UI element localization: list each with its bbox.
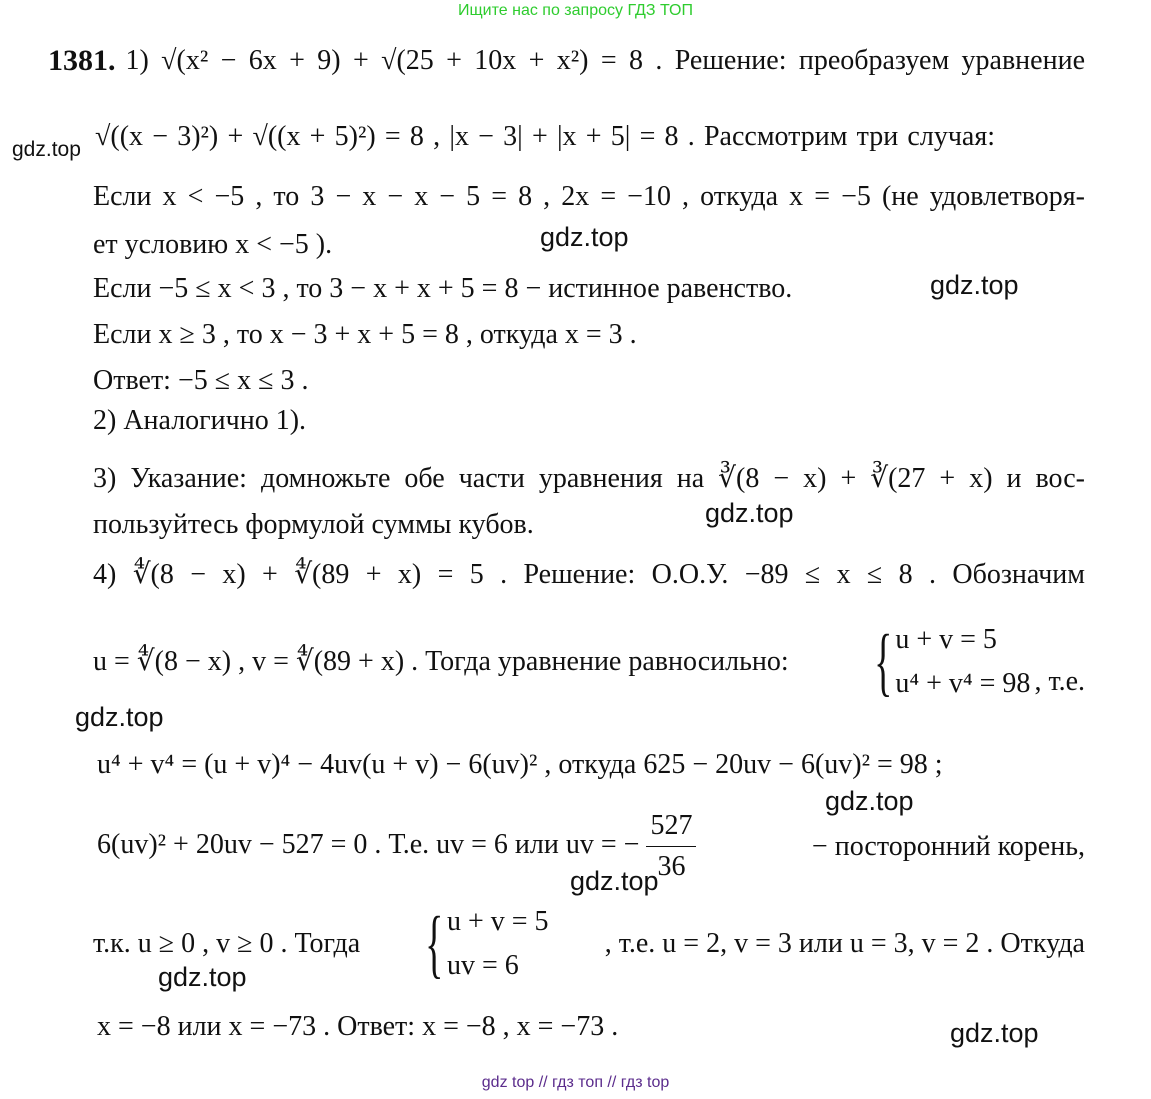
extraneous-root-text: − посторонний корень, (811, 830, 1085, 862)
brace-icon: { (425, 902, 444, 986)
footer-links[interactable]: gdz top // гдз топ // гдз top (481, 1074, 670, 1091)
solution-line-7: Ответ: −5 ≤ x ≤ 3 . (93, 365, 309, 396)
equation-1: 1) √(x² − 6x + 9) + √(25 + 10x + x²) = 8 . Решение: преобразуем уравнение (125, 45, 1085, 76)
solution-line-16: x = −8 или x = −73 . Ответ: x = −8 , x = −73 . (97, 1011, 619, 1042)
system-row: u + v = 5 (446, 906, 549, 937)
solutions-text: , т.е. u = 2, v = 3 или u = 3, v = 2 . Откуда (604, 928, 1085, 959)
solution-line-12 (93, 618, 1085, 706)
solution-line-13: u⁴ + v⁴ = (u + v)⁴ − 4uv(u + v) − 6(uv)² , откуда 625 − 20uv − 6(uv)² = 98 ; (97, 749, 943, 780)
solution-line-10: пользуйтесь формулой суммы кубов. (93, 509, 534, 540)
solution-line-11: 4) ∜(8 − x) + ∜(89 + x) = 5 . Решение: О.О.У. −89 ≤ x ≤ 8 . Обозначим (93, 559, 1085, 590)
solution-line-1 (48, 44, 1085, 78)
system-row: u + v = 5 (895, 624, 997, 655)
system-suffix: , т.е. (1034, 666, 1085, 697)
solution-line-9: 3) Указание: домножьте обе части уравнения на ∛(8 − x) + ∛(27 + x) и вос- (93, 463, 1085, 494)
watermark: gdz.top (825, 786, 914, 816)
brace-icon: { (873, 620, 893, 704)
watermark: gdz.top (705, 498, 794, 528)
solution-line-6: Если x ≥ 3 , то x − 3 + x + 5 = 8 , откуда x = 3 . (93, 319, 637, 350)
system-row: uv = 6 (446, 950, 519, 981)
problem-number: 1381. (48, 44, 116, 77)
watermark: gdz.top (930, 270, 1019, 300)
solution-line-2: √((x − 3)²) + √((x + 5)²) = 8 , |x − 3| + |x + 5| = 8 . Рассмотрим три случая: (95, 121, 995, 152)
equation-system (865, 618, 1085, 706)
equation-system (416, 900, 548, 988)
solution-line-5: Если −5 ≤ x < 3 , то 3 − x + x + 5 = 8 − истинное равенство. (93, 273, 793, 304)
watermark: gdz.top (950, 1018, 1039, 1048)
watermark: gdz.top (12, 138, 81, 161)
watermark: gdz.top (570, 866, 659, 896)
solution-line-4: ет условию x < −5 ). (93, 229, 333, 260)
denominator: 36 (657, 851, 686, 882)
condition-text: т.к. u ≥ 0 , v ≥ 0 . Тогда (93, 928, 361, 959)
watermark: gdz.top (540, 222, 629, 252)
system-row: u⁴ + v⁴ = 98 (895, 668, 1031, 699)
solution-line-3: Если x < −5 , то 3 − x − x − 5 = 8 , 2x = −10 , откуда x = −5 (не удовлетворя- (93, 181, 1085, 212)
solution-line-8: 2) Аналогично 1). (93, 405, 307, 436)
substitution-text: u = ∜(8 − x) , v = ∜(89 + x) . Тогда уравнение равносильно: (93, 646, 789, 677)
search-banner[interactable]: Ищите нас по запросу ГДЗ ТОП (458, 2, 693, 19)
numerator: 527 (646, 806, 696, 847)
watermark: gdz.top (75, 702, 164, 732)
quadratic-text: 6(uv)² + 20uv − 527 = 0 . Т.е. uv = 6 или uv = − (97, 828, 640, 860)
watermark: gdz.top (158, 962, 247, 992)
